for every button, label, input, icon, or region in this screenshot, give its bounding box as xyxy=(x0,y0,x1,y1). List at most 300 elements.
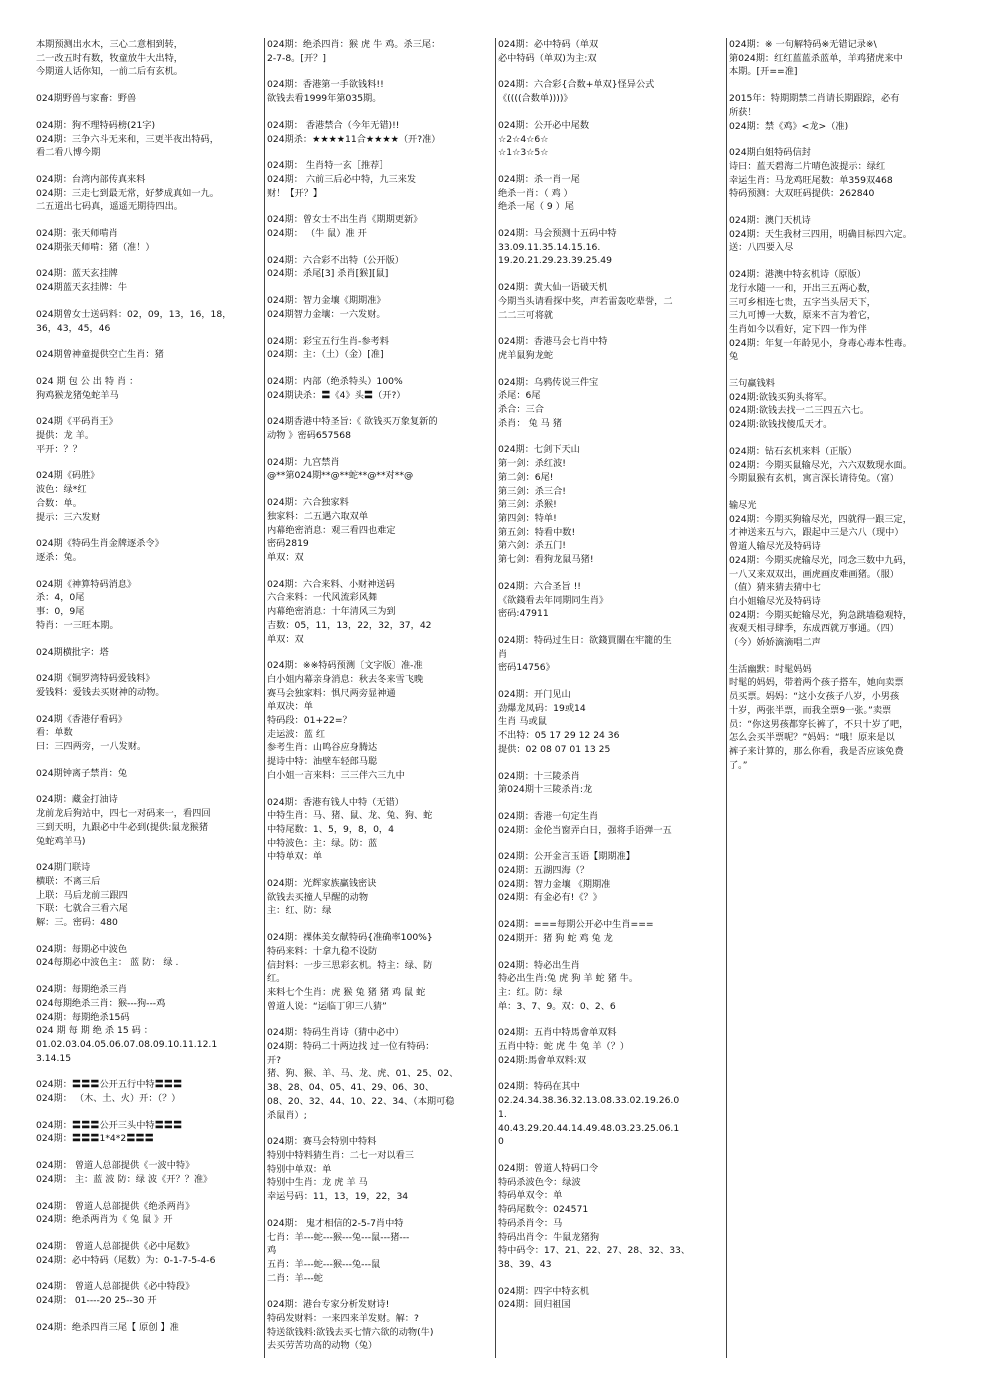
text-block xyxy=(498,580,721,621)
text-line: 解：三。密码：480 xyxy=(36,917,118,929)
text-block xyxy=(36,92,259,106)
text-line: 特别中特料猜生肖：二七一对以看三 xyxy=(267,1150,414,1161)
text-line: 二五道出七码真，遥遥无期待四出。 xyxy=(36,201,183,213)
text-line: 爱钱料：爱钱去买财神的动物。 xyxy=(36,686,165,698)
text-line: 本期预测出水木，三心二意相到转， xyxy=(36,39,183,50)
text-block xyxy=(267,1026,490,1122)
text-line: （值）猜来猜去猜中七 xyxy=(729,582,821,594)
text-column xyxy=(265,38,496,1358)
text-line: 024期横批字：塔 xyxy=(36,646,109,658)
text-block xyxy=(498,119,721,160)
text-block xyxy=(36,267,259,294)
text-line: 024期诀杀：〓《4》头〓（开?） xyxy=(267,389,406,401)
text-line: 024期：三争六斗无来和，三更半夜出特码， xyxy=(36,133,219,145)
text-line: 员买票。妈妈：“这小女孩子八岁，小男孩 xyxy=(729,691,900,703)
text-line: 波色：绿*红 xyxy=(36,484,87,496)
text-line: 024期：港澳中特玄机诗（原版） xyxy=(729,269,866,281)
text-line: 特肖：一三旺本期。 xyxy=(36,619,119,631)
text-line: 白小姐内幕亲身消息：秋去冬来雪飞晚 xyxy=(267,673,424,685)
text-line: ☆2☆4☆6☆ xyxy=(498,133,549,145)
text-line: 024期：澳门天机诗 xyxy=(729,215,811,227)
text-block xyxy=(36,861,259,930)
text-line: 夜观天相寻肆季，东成西就万事通。（四） xyxy=(729,623,899,635)
text-block xyxy=(36,415,259,456)
text-block xyxy=(267,213,490,240)
text-line: 024期：===每期公开必中生肖=== xyxy=(498,919,654,931)
text-line: 中特生肖：马、猪、鼠、龙、兔、狗、蛇 xyxy=(267,810,433,822)
text-line: 开? xyxy=(267,1054,282,1066)
text-block xyxy=(36,537,259,564)
text-line: 来料七个生肖：虎 猴 兔 猪 猪 鸡 鼠 蛇 xyxy=(267,986,426,998)
text-line: 员：“你这男孩都穿长裤了，不只十岁了吧， xyxy=(729,718,909,730)
text-line: 绝杀一尾（ 9 ）尾 xyxy=(498,201,574,213)
text-line: 生活幽默：时髦妈妈 xyxy=(729,663,812,675)
text-block xyxy=(498,1026,721,1067)
text-line: 二一改五时有数，牧童放牛大出特， xyxy=(36,52,183,64)
text-block xyxy=(267,78,490,105)
text-line: 024期:欲钱买狗头将军。 xyxy=(729,391,833,403)
text-line: 024期：〓〓〓公开五行中特〓〓〓 xyxy=(36,1079,183,1091)
text-line: 024期：开门见山 xyxy=(498,689,571,701)
text-block xyxy=(267,877,490,918)
text-line: 024期： 香港禁合（今年无错)!! xyxy=(267,119,400,131)
text-line: 赛马会独家料：惧尺两旁显神通 xyxy=(267,687,396,699)
text-line: 参考生肖：山鸣谷应身腾达 xyxy=(267,742,378,754)
text-line: 024期：绝杀四肖：猴 虎 牛 鸡。杀三尾： xyxy=(267,39,441,50)
text-line: 024期：今期买蛇输尽光，狗急跳墙稳观特， xyxy=(729,609,912,621)
text-line: 单：3、7、9。双：0、2、6 xyxy=(498,1000,616,1012)
text-line: 2015年：特期期禁二肖请长期跟踪，必有 xyxy=(729,93,900,105)
text-line: 024期门联诗 xyxy=(36,862,91,874)
text-line: 三可乡相连七贵，五字当头居天下， xyxy=(729,296,876,308)
text-line: 024 期 包 公 出 特 肖 ： xyxy=(36,375,139,387)
text-line: 劲爆龙凤码：19或14 xyxy=(498,702,586,714)
text-line: 幸运生肖：马龙鸡旺尾数：单359双468 xyxy=(729,174,893,186)
text-block xyxy=(267,294,490,321)
text-line: 送：八四要入尽 xyxy=(729,242,794,254)
text-block xyxy=(267,335,490,362)
text-block xyxy=(36,1078,259,1105)
text-line: 十岁，两张半票，而我全票9一张。”卖票 xyxy=(729,704,892,716)
text-line: 024期：杀一肖一尾 xyxy=(498,173,580,185)
text-line: 024期：光辉家族赢钱密诀 xyxy=(267,878,377,890)
text-line: 六合来料：一代风流彩风舞 xyxy=(267,592,378,604)
text-block xyxy=(267,496,490,565)
text-line: 024期：天生我材三四用，明确目标四六定。 xyxy=(729,228,912,240)
text-line: 024期：六合彩{合数+单双}怪异公式 xyxy=(498,79,655,91)
text-line: 33.09.11.35.14.15.16. xyxy=(498,241,601,253)
text-line: 024期：年复一年龄见小，身毒心毒本性毒。 xyxy=(729,337,912,349)
text-line: 特码发财料：一来四来羊发财。解：? xyxy=(267,1313,419,1325)
text-line: 提诗中特：油壁车轻郎马聪 xyxy=(267,756,378,768)
text-block xyxy=(36,375,259,402)
text-line: 024期曾女士送码料：02，09，13，16，18， xyxy=(36,308,232,320)
text-line: 024期白姐特码信封 xyxy=(729,147,811,159)
text-line: 024期：必中特码（单双 xyxy=(498,39,599,50)
text-line: 看：单数 xyxy=(36,727,73,739)
text-line: 024期：绝杀两肖为《 兔 鼠 》开 xyxy=(36,1214,173,1226)
text-line: 三句赢钱料 xyxy=(729,378,775,390)
text-line: 特码杀肖令：马 xyxy=(498,1217,563,1229)
text-block xyxy=(267,159,490,200)
text-line: 走运波：蓝 红 xyxy=(267,728,326,740)
text-block xyxy=(267,1217,490,1286)
text-block xyxy=(498,850,721,905)
text-line: 024期：香港第一手欲钱料!! xyxy=(267,79,384,91)
text-line: 事：0，9尾 xyxy=(36,606,85,618)
text-block xyxy=(729,499,953,650)
text-block xyxy=(267,1135,490,1204)
text-line: 第七剑：看狗龙鼠马猪! xyxy=(498,554,594,566)
text-line: 024期：绝杀四肖三尾【 原创 】准 xyxy=(36,1321,179,1333)
text-line: 欲钱去买撞人早醒的动物 xyxy=(267,891,369,903)
text-line: 杀：4，0尾 xyxy=(36,592,85,604)
text-line: 024期：金伦当窗弄白日，强将手语弹一五 xyxy=(498,824,672,836)
text-line: 特码杀波色令：绿波 xyxy=(498,1176,581,1188)
text-line: 鸡 xyxy=(267,1245,277,1257)
text-line: 密码2819 xyxy=(267,538,309,550)
text-block xyxy=(729,663,953,773)
text-line: 了。” xyxy=(729,759,748,771)
text-block xyxy=(36,1200,259,1227)
text-line: 红。 xyxy=(267,973,286,985)
text-line: 36，43，45，46 xyxy=(36,322,111,334)
text-block xyxy=(36,348,259,362)
text-line: 第024期十三陵杀肖:龙 xyxy=(498,784,593,796)
text-line: 024期：六合来料、小财神送码 xyxy=(267,578,395,590)
text-block xyxy=(36,578,259,633)
text-line: 024期《神算特码消息》 xyxy=(36,578,137,590)
text-line: 杀尾：6尾 xyxy=(498,390,541,402)
text-line: 合数：单。 xyxy=(36,497,82,509)
text-block xyxy=(498,281,721,322)
text-line: 单双：双 xyxy=(267,551,304,563)
text-line: （今）娇娇滴滴唱二声 xyxy=(729,637,821,649)
text-line: 19.20.21.29.23.39.25.49 xyxy=(498,255,612,267)
text-line: 提供：02 08 07 01 13 25 xyxy=(498,743,611,755)
text-line: 密码:47911 xyxy=(498,608,549,620)
text-line: 024期： 主：蓝 波 防：绿 波《开？？准》 xyxy=(36,1173,213,1185)
text-line: 第024期：红红蓝蓝杀蓝单，羊鸡猪虎来中 xyxy=(729,52,903,64)
text-line: 024期：特码生肖诗（猜中必中） xyxy=(267,1027,404,1039)
text-line: 024期： 曾道人总部提供《必中尾数》 xyxy=(36,1241,195,1252)
text-line: 024期《码胜》 xyxy=(36,470,100,482)
text-line: 024期：六合圣旨 !! xyxy=(498,580,581,592)
text-line: 024期： 鬼才相信的2-5-7肖中特 xyxy=(267,1217,404,1229)
text-line: 第四剑：特单! xyxy=(498,512,557,524)
text-block xyxy=(267,578,490,647)
text-block xyxy=(498,959,721,1014)
text-block xyxy=(729,38,953,79)
text-line: 怎么会买半票呢？”妈妈：“哦！原来是以 xyxy=(729,732,895,744)
text-line: 024期：七剑下天山 xyxy=(498,444,580,456)
text-block xyxy=(36,767,259,781)
text-line: 特码出肖令：牛鼠龙猪狗 xyxy=(498,1231,600,1243)
text-block xyxy=(267,931,490,1013)
text-line: 生肖如今以看好，定下四一作为伴 xyxy=(729,323,867,335)
text-line: 第三剑：杀三合! xyxy=(498,485,566,497)
text-line: 主：红。防：绿 xyxy=(498,986,563,998)
text-line: 三九可博一大数，原来不言为着它， xyxy=(729,310,876,322)
text-line: 024期：回归祖国 xyxy=(498,1299,571,1311)
text-line: 平开：？？ xyxy=(36,443,82,455)
text-line: 024期《平码肖王》 xyxy=(36,416,118,428)
text-block xyxy=(267,119,490,146)
text-block xyxy=(729,146,953,201)
text-block xyxy=(267,1298,490,1353)
text-line: 七肖：羊---蛇---猴---兔---鼠---猪--- xyxy=(267,1231,410,1243)
text-line: 兔 xyxy=(729,351,739,363)
text-line: 024期蓝天玄挂牌：牛 xyxy=(36,282,128,294)
text-line: 024期：智力金壤《期期准》 xyxy=(267,295,386,307)
text-line: 024期：公开必中尾数 xyxy=(498,119,590,131)
text-block xyxy=(729,92,953,133)
text-block xyxy=(498,770,721,797)
text-line: 三到天明，九跟必中牛必到(提供:鼠龙猴猪 xyxy=(36,821,209,833)
text-block xyxy=(36,469,259,524)
text-line: 024期：乌鸦传说三件宝 xyxy=(498,376,599,388)
text-line: 幸运号码：11，13，19，22，34 xyxy=(267,1191,409,1203)
text-line: 龙行水随一一和，开出三五两心数， xyxy=(729,282,876,294)
text-line: 024期：每期绝杀15码 xyxy=(36,1011,130,1023)
text-line: 024每期绝杀三肖：猴---狗---鸡 xyxy=(36,997,166,1009)
text-line: 上联：马后龙前三跟四 xyxy=(36,889,128,901)
text-block xyxy=(498,38,721,65)
text-block xyxy=(36,308,259,335)
text-line: 提示：三六发财 xyxy=(36,511,101,523)
text-line: 024期： 01----20 25--30 开 xyxy=(36,1295,157,1307)
text-line: 024期:欲钱去找一二三四五六七。 xyxy=(729,405,870,417)
text-line: 特中码令：17、21、22、27、28、32、33、 xyxy=(498,1245,691,1257)
text-line: 特别中生肖：龙 虎 羊 马 xyxy=(267,1177,368,1189)
text-line: 024每期必中波色主： 蓝 防： 绿 . xyxy=(36,957,179,969)
text-line: 08、20、32、44、10、22、34、（本期可稳 xyxy=(267,1095,455,1107)
text-line: 本期。[开==准] xyxy=(729,66,798,78)
text-line: 主：红、防：绿 xyxy=(267,905,332,917)
text-line: 特码段：01+22=？ xyxy=(267,715,352,727)
text-line: 024期《特码生肖金牌逐杀令》 xyxy=(36,538,164,550)
text-line: 所获！ xyxy=(729,106,757,118)
text-line: 024期：特码二十两边找 过一位有特码： xyxy=(267,1041,435,1053)
text-line: 吉数：05，11，13，22，32，37，42 xyxy=(267,619,432,631)
text-line: 密码14756》 xyxy=(498,662,555,674)
text-line: 曾道人说：“运临丁卯三八猜” xyxy=(267,1000,387,1012)
text-block xyxy=(498,78,721,105)
text-line: 猪、狗、猴、羊、马、龙、虎、01、25、02、 xyxy=(267,1068,459,1080)
text-block xyxy=(498,810,721,837)
text-line: 今期当头请看探中奖，声若雷轰吃辈誉，二 xyxy=(498,295,673,307)
text-line: 1. xyxy=(498,1108,507,1120)
text-line: 024期：※ 一句解特码※无错记录※\ xyxy=(729,39,877,50)
text-line: 024期： 生肖特一玄［推荐］ xyxy=(267,160,389,172)
text-line: 024期：特码在其中 xyxy=(498,1081,580,1093)
text-line: 024期：公开金言玉语【期期准】 xyxy=(498,851,635,863)
text-line: 裤子来计算的，那么你看，我是否应该免费 xyxy=(729,745,904,757)
text-line: 024期：赛马会特别中特料 xyxy=(267,1136,377,1148)
text-line: 024 期 每 期 绝 杀 15 码 ： xyxy=(36,1025,153,1037)
text-line: 024期：狗不理特码榜(21字) xyxy=(36,119,156,131)
text-block xyxy=(729,268,953,364)
text-block xyxy=(36,793,259,848)
text-block xyxy=(36,173,259,214)
text-line: 024期：台湾内部传真来料 xyxy=(36,173,146,185)
text-line: 024期杀：★★★★11合★★★★（开?准） xyxy=(267,133,441,145)
text-line: 特送欲钱料:欲钱去买七情六欲的动物(牛) xyxy=(267,1326,434,1338)
text-block xyxy=(36,646,259,660)
text-block xyxy=(498,376,721,431)
text-block xyxy=(36,983,259,1065)
text-line: 024期：香港马会七肖中特 xyxy=(498,336,608,348)
text-line: 看二看八博今期 xyxy=(36,147,101,159)
text-line: 虎羊鼠狗龙蛇 xyxy=(498,349,554,361)
text-line: 肖 xyxy=(498,648,508,660)
text-line: 024期智力金壤：一六发财。 xyxy=(267,308,386,320)
text-block xyxy=(267,796,490,865)
text-line: 024期：曾女士不出生肖《期期更新》 xyxy=(267,214,423,226)
text-line: 024期开：猪 狗 蛇 鸡 兔 龙 xyxy=(498,932,613,944)
text-line: 024期：十三陵杀肖 xyxy=(498,770,580,782)
text-line: 今期道人话你知，一前二后有玄机。 xyxy=(36,66,183,78)
text-line: 下联：七就合三看六尾 xyxy=(36,903,128,915)
text-block xyxy=(36,713,259,754)
text-line: 024期：※※特码预测〔文字版〕准-准 xyxy=(267,660,423,672)
text-block xyxy=(36,119,259,160)
text-line: 3.14.15 xyxy=(36,1052,72,1064)
text-line: 38、28、04、05、41、29、06、30、 xyxy=(267,1082,435,1094)
text-line: 特必出生肖:兔 虎 狗 羊 蛇 猪 牛。 xyxy=(498,973,639,985)
text-line: 二二三可将就 xyxy=(498,309,554,321)
text-line: 诗曰：蓝天碧海二片晴色波提示：绿红 xyxy=(729,160,886,172)
text-line: 五肖中特：蛇 虎 牛 兔 羊（？） xyxy=(498,1041,630,1053)
text-line: 五肖：羊---蛇---猴---兔---鼠 xyxy=(267,1258,381,1270)
text-line: 单双决：单 xyxy=(267,701,313,713)
text-line: 横联：不离三后 xyxy=(36,875,101,887)
text-block xyxy=(498,335,721,362)
text-block xyxy=(36,672,259,699)
text-block xyxy=(267,375,490,402)
text-line: 024期： （牛 鼠）准 开 xyxy=(267,228,367,240)
text-line: 一八又来双双出，画虎画皮难画猪。（服） xyxy=(729,568,899,580)
text-line: 024期：彩宝五行生肖-参考料 xyxy=(267,335,389,347)
text-line: 独家料：二五遇六取双单 xyxy=(267,510,369,522)
text-line: 兔蛇鸡羊马) xyxy=(36,835,86,847)
text-line: 024期：五湖四海（？ xyxy=(498,865,590,877)
text-line: 024期:馬會单双料:双 xyxy=(498,1054,587,1066)
text-line: 特码单双令：单 xyxy=(498,1190,563,1202)
text-line: 单双：双 xyxy=(267,633,304,645)
text-line: 不出特：05 17 29 12 24 36 xyxy=(498,730,620,742)
text-line: 024期：五肖中特馬會单双料 xyxy=(498,1027,617,1039)
text-line: 024期：四字中特玄机 xyxy=(498,1285,590,1297)
text-line: 动物 》密码657568 xyxy=(267,430,351,442)
text-line: 024期： 六前三后必中特，九三来发 xyxy=(267,173,417,185)
text-line: 《欲錢看去年同期同生肖》 xyxy=(498,594,609,606)
text-line: 才神送来五与六，跟起中三是六八（现中） xyxy=(729,527,904,539)
text-line: 01.02.03.04.05.06.07.08.09.10.11.12.1 xyxy=(36,1038,218,1050)
text-line: 特码尾数令：024571 xyxy=(498,1204,589,1216)
text-column xyxy=(727,38,958,1358)
text-block xyxy=(267,38,490,65)
text-line: 024期：香港有钱人中特（无错） xyxy=(267,796,404,808)
text-block xyxy=(729,214,953,255)
text-line: 024期：〓〓〓1*4*2〓〓〓 xyxy=(36,1133,154,1145)
text-line: 024期：有金必有!《？》 xyxy=(498,892,602,904)
text-line: 024期《铜罗湾特码爱钱料》 xyxy=(36,673,155,685)
text-line: 第六剑：杀五门! xyxy=(498,540,566,552)
text-line: 内幕绝密消息：十年清风三为到 xyxy=(267,606,396,618)
text-line: 龙前龙后狗站中，四七一对码来一，看四回 xyxy=(36,808,211,820)
text-block xyxy=(498,1285,721,1312)
text-line: 024期：特必出生肖 xyxy=(498,959,580,971)
text-block xyxy=(36,1159,259,1186)
text-line: 财！【开？】 xyxy=(267,187,323,199)
text-block xyxy=(36,1240,259,1267)
text-line: 内幕绝密消息：观三看四也难定 xyxy=(267,524,396,536)
text-line: ☆1☆3☆5☆ xyxy=(498,147,549,159)
text-line: 024期：三走七到最无常，好梦成真如一九。 xyxy=(36,187,219,199)
text-line: 024期：禁《鸡》<龙>（准) xyxy=(729,120,849,132)
text-line: 时髦的妈妈，带着两个孩子搭车，她向卖票 xyxy=(729,677,904,689)
text-line: 024期：裸体美女献特码{准确率100%} xyxy=(267,932,433,944)
text-line: 024期：黄大仙一语破天机 xyxy=(498,282,608,294)
text-line: 必中特码（单双)为主:双 xyxy=(498,52,597,64)
text-line: 024期：今期买虎输尽光，同念三数中九码， xyxy=(729,554,912,566)
text-block xyxy=(729,445,953,486)
text-line: 生肖 马或鼠 xyxy=(498,716,547,728)
text-block xyxy=(498,918,721,945)
text-line: 白小姐一言来料：三三伴六三九中 xyxy=(267,769,405,781)
text-line: 024期：杀尾[3] 杀肖[猴][鼠] xyxy=(267,268,389,280)
text-block xyxy=(267,415,490,442)
text-line: 024期:欲钱找傻瓜天才。 xyxy=(729,419,833,431)
text-block xyxy=(498,634,721,675)
text-block xyxy=(36,1119,259,1146)
text-line: 024期张天师啃：猪（准！） xyxy=(36,241,155,253)
text-column xyxy=(496,38,727,1358)
text-line: 024期：每期绝杀三肖 xyxy=(36,984,128,996)
text-block xyxy=(36,38,259,79)
text-line: 024期：特码过生日：欲錢買關在牢籠的生 xyxy=(498,634,672,646)
text-line: 024期：香港一句定生肖 xyxy=(498,810,599,822)
text-line: 0 xyxy=(498,1136,504,1148)
text-line: 今期鼠猴有玄机，寓言深长请待兔。（富） xyxy=(729,473,899,485)
text-block xyxy=(498,1080,721,1149)
text-line: 024期：今期买鼠输尽光，六六双数现水面。 xyxy=(729,459,912,471)
text-line: 024期：九宫禁肖 xyxy=(267,456,340,468)
text-line: 《((((合数单))))》 xyxy=(498,93,573,105)
text-line: 第三剑：杀猴! xyxy=(498,499,557,511)
text-line: 逐杀：兔。 xyxy=(36,551,82,563)
text-line: 024期：蓝天玄挂牌 xyxy=(36,268,118,280)
text-line: 2-7-8。[开？] xyxy=(267,52,326,64)
text-line: 024期：智力金壤 《期期准 xyxy=(498,878,611,890)
text-line: 024期：张天师啃肖 xyxy=(36,228,118,240)
text-line: 白小姐输尽光及特码诗 xyxy=(729,595,821,607)
text-line: 中特单双：单 xyxy=(267,851,323,863)
text-line: 024期： 曾道人总部提供《一波中特》 xyxy=(36,1160,195,1172)
text-line: 欲钱去看1999年第035期。 xyxy=(267,93,382,105)
text-line: 第一剑：杀红波! xyxy=(498,458,566,470)
text-line: 狗鸡猴龙猪兔蛇羊马 xyxy=(36,389,119,401)
text-line: 提供：龙 羊。 xyxy=(36,430,95,442)
text-line: 024期野兽与家畜：野兽 xyxy=(36,93,137,105)
text-line: 中特尾数：1、5，9，8，0，4 xyxy=(267,823,394,835)
text-block xyxy=(36,943,259,970)
text-line: 38、39、43 xyxy=(498,1258,552,1270)
text-line: 024期：〓〓〓公开三头中特〓〓〓 xyxy=(36,1119,183,1131)
text-line: 曰：三四两旁，一八发财。 xyxy=(36,741,147,753)
text-block xyxy=(267,456,490,483)
